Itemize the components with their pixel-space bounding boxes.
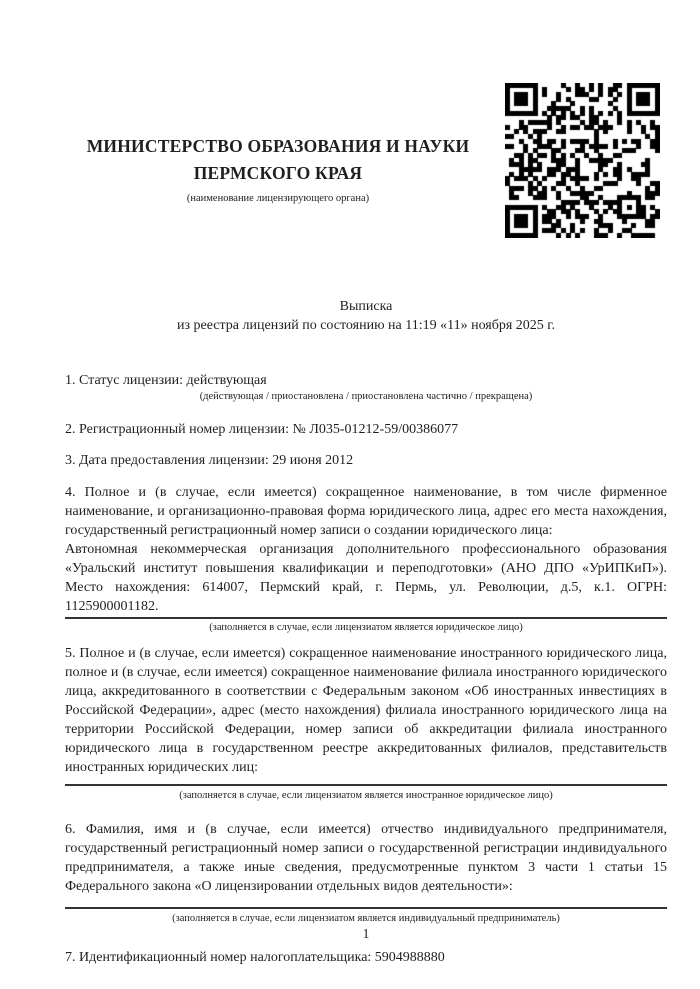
ministry-name-line2: ПЕРМСКОГО КРАЯ [193, 163, 363, 183]
foreign-entity-section: 5. Полное и (в случае, если имеется) сокращенное наименование иностранного юридического лица, полное и (в случае, если имеется) сокращенное наименование филиала иностранного юридического лица, аккредитованного в соответствии с Федеральным законом «Об иностранных инвестициях в Российской Федерации», адрес (место нахождения) филиала иностранного юридического лица на территории Российской Федерации, номер записи об аккредитации филиала иностранного юридического лица в государственном реестре аккредитованных филиалов, представительств иностранных юридических лиц: [65, 646, 667, 775]
document-title-line1: Выписка [339, 299, 393, 314]
foreign-entity-caption: (заполняется в случае, если лицензиатом является иностранное юридическое лицо) [179, 790, 553, 801]
foreign-entity-blank-line [65, 777, 667, 786]
individual-entrepreneur-caption: (заполняется в случае, если лицензиатом является индивидуальный предприниматель) [172, 913, 560, 924]
taxpayer-id: 7. Идентификационный номер налогоплательщика: 5904988880 [65, 950, 445, 965]
qr-code [505, 83, 660, 238]
ministry-header [62, 133, 494, 205]
ministry-name [62, 133, 494, 187]
document-title-line2: из реестра лицензий по состоянию на 11:19 «11» ноября 2025 г. [177, 318, 555, 333]
legal-entity-value: Автономная некоммерческая организация дополнительного профессионального образования «Уральский институт повышения квалификации и переподготовки» (АНО ДПО «УрИПКиП»). Место нахождения: 614007, Пермский край, г. Пермь, ул. Революции, д.5, к.1. ОГРН: 1125900001182. [65, 542, 667, 614]
document-body [65, 297, 667, 967]
page-number: 1 [362, 926, 370, 941]
license-status: 1. Статус лицензии: действующая [65, 373, 267, 388]
license-grant-date: 3. Дата предоставления лицензии: 29 июня 2012 [65, 453, 354, 468]
license-registration-number: 2. Регистрационный номер лицензии: № Л035-01212-59/00386077 [65, 422, 459, 437]
ministry-caption: (наименование лицензирующего органа) [186, 193, 370, 204]
legal-entity-section [65, 483, 667, 619]
individual-entrepreneur-blank-line [65, 896, 667, 909]
document-title [65, 297, 667, 335]
license-status-caption: (действующая / приостановлена / приостановлена частично / прекращена) [199, 391, 533, 402]
legal-entity-caption: (заполняется в случае, если лицензиатом является юридическое лицо) [209, 622, 523, 633]
individual-entrepreneur-section: 6. Фамилия, имя и (в случае, если имеется) отчество индивидуального предпринимателя, государственный регистрационный номер записи о государственной регистрации индивидуального предпринимателя, а также иные сведения, предусмотренные пунктом 3 части 1 статьи 15 Федерального закона «О лицензировании отдельных видов деятельности»: [65, 822, 667, 894]
ministry-name-line1: МИНИСТЕРСТВО ОБРАЗОВАНИЯ И НАУКИ [86, 136, 470, 156]
legal-entity-label: 4. Полное и (в случае, если имеется) сокращенное наименование, в том числе фирменное наименование, и организационно-правовая форма юридического лица, адрес его места нахождения, государственный регистрационный номер записи о создании юридического лица: [65, 485, 667, 538]
